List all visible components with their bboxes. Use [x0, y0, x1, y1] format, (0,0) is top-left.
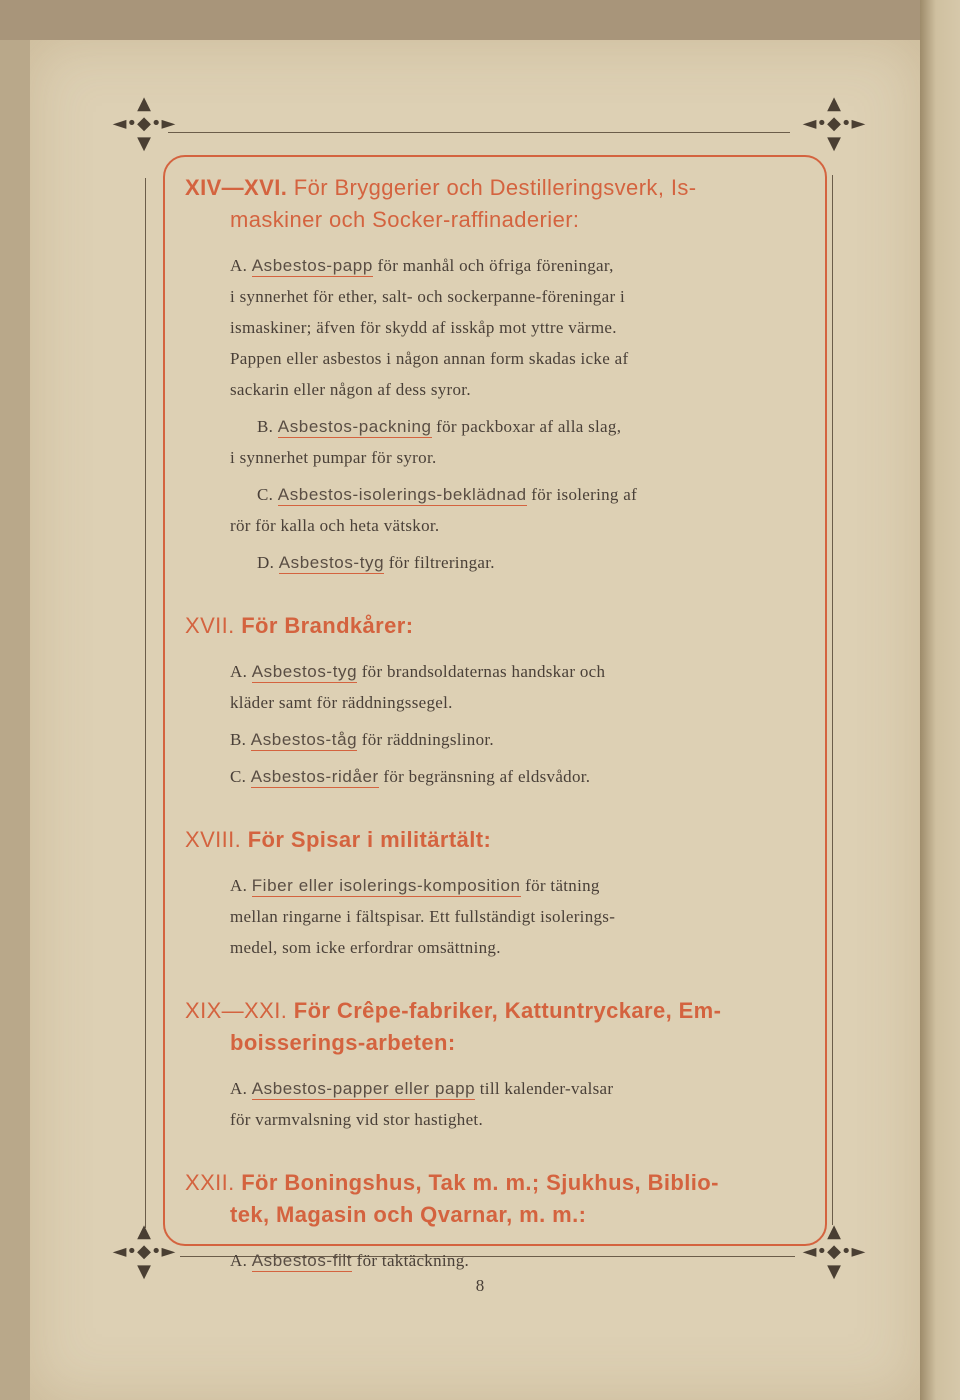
item-line — [185, 250, 805, 281]
item-text: för taktäckning. — [352, 1251, 470, 1270]
section-number: XVII. — [185, 613, 235, 638]
item-letter: A. — [230, 876, 248, 895]
item-line: mellan ringarne i fältspisar. Ett fullständigt isolerings- — [230, 907, 616, 926]
section-number: XVIII. — [185, 827, 242, 852]
item-text: för tätning — [520, 876, 600, 895]
item-line: i synnerhet pumpar för syror. — [230, 448, 437, 467]
item-line — [185, 656, 805, 687]
item-text: för brandsoldaternas handskar och — [357, 662, 606, 681]
item-letter: A. — [230, 1079, 248, 1098]
item-label: Asbestos-isolerings-beklädnad — [277, 485, 527, 504]
item-line — [185, 479, 805, 510]
item-text: för räddningslinor. — [357, 730, 494, 749]
item-label: Asbestos-ridåer — [250, 767, 379, 786]
section-title: För Brandkårer: — [241, 613, 414, 638]
item-label: Asbestos-papp — [251, 256, 373, 275]
item-line: för varmvalsning vid stor hastighet. — [230, 1110, 484, 1129]
item-letter: B. — [230, 730, 247, 749]
arrow-cross-ornament-icon: ▲ ◄•◆•► ▼ — [112, 93, 176, 154]
item-label: Asbestos-tyg — [251, 662, 358, 681]
item-letter: C. — [230, 767, 247, 786]
item-line — [185, 761, 805, 792]
item-label: Asbestos-tåg — [250, 730, 358, 749]
arrow-cross-ornament-icon: ▲ ◄•◆•► ▼ — [112, 1221, 176, 1282]
right-rule — [832, 175, 833, 1225]
item-letter: D. — [257, 553, 275, 572]
section-title-cont: boisserings-arbeten: — [230, 1030, 456, 1055]
page-content — [185, 172, 805, 1276]
book-spine — [920, 0, 960, 1400]
item-text: till kalender-valsar — [475, 1079, 614, 1098]
item-letter: A. — [230, 1251, 248, 1270]
section-number: XXII. — [185, 1170, 235, 1195]
item-line: kläder samt för räddningssegel. — [230, 693, 453, 712]
item-line: rör för kalla och heta vätskor. — [230, 516, 440, 535]
section-heading — [185, 995, 805, 1027]
section-number: XIX—XXI. — [185, 998, 288, 1023]
section-title-cont: tek, Magasin och Qvarnar, m. m.: — [230, 1202, 587, 1227]
item-line: Pappen eller asbestos i någon annan form skadas icke af — [230, 349, 629, 368]
item-line: medel, som icke erfordrar omsättning. — [230, 938, 501, 957]
item-label: Asbestos-filt — [251, 1251, 353, 1270]
item-letter: B. — [257, 417, 274, 436]
arrow-cross-ornament-icon: ▲ ◄•◆•► ▼ — [802, 93, 866, 154]
item-line — [185, 411, 805, 442]
page-number: 8 — [475, 1276, 485, 1295]
item-label: Asbestos-packning — [277, 417, 432, 436]
section-heading — [185, 172, 805, 204]
section-heading — [185, 824, 805, 856]
item-letter: A. — [230, 256, 248, 275]
item-line: i synnerhet för ether, salt- och sockerpanne-föreningar i — [230, 287, 625, 306]
item-line — [185, 870, 805, 901]
item-letter: A. — [230, 662, 248, 681]
item-line — [185, 1245, 805, 1276]
section-title: För Spisar i militärtält: — [247, 827, 492, 852]
item-line: ismaskiner; äfven för skydd af isskåp mot yttre värme. — [230, 318, 617, 337]
section-title-cont: maskiner och Socker-raffinaderier: — [230, 207, 580, 232]
top-rule — [168, 132, 790, 133]
section-heading — [185, 610, 805, 642]
section-title: För Boningshus, Tak m. m.; Sjukhus, Biblio- — [241, 1170, 719, 1195]
section-number: XIV—XVI. — [185, 175, 288, 200]
item-line — [185, 547, 805, 578]
section-title: För Crêpe-fabriker, Kattuntryckare, Em- — [293, 998, 722, 1023]
arrow-cross-ornament-icon: ▲ ◄•◆•► ▼ — [802, 1221, 866, 1282]
item-line — [185, 724, 805, 755]
item-line: sackarin eller någon af dess syror. — [230, 380, 471, 399]
section-heading — [185, 1167, 805, 1199]
item-letter: C. — [257, 485, 274, 504]
section-title: För Bryggerier och Destilleringsverk, Is- — [293, 175, 697, 200]
item-text: för filtreringar. — [384, 553, 495, 572]
item-text: för packboxar af alla slag, — [431, 417, 622, 436]
item-text: för manhål och öfriga föreningar, — [372, 256, 614, 275]
item-label: Asbestos-papper eller papp — [251, 1079, 476, 1098]
scan-background-top — [0, 0, 920, 40]
item-text: för isolering af — [526, 485, 638, 504]
item-line — [185, 1073, 805, 1104]
item-text: för begränsning af eldsvådor. — [378, 767, 591, 786]
item-label: Asbestos-tyg — [278, 553, 385, 572]
left-rule — [145, 178, 146, 1228]
item-label: Fiber eller isolerings-komposition — [251, 876, 521, 895]
